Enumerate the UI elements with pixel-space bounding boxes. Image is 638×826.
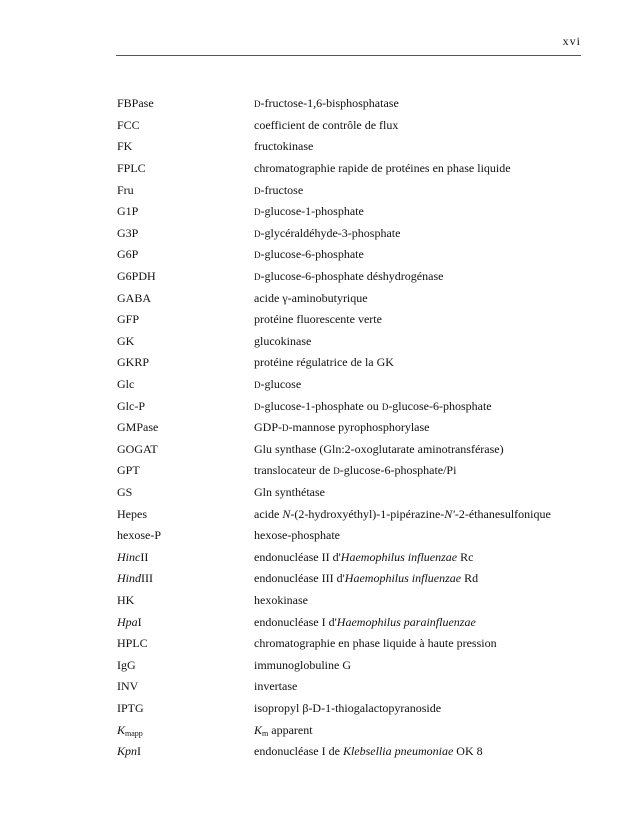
text-segment: Hinc xyxy=(117,549,141,564)
text-segment: -mannose pyrophosphorylase xyxy=(288,420,430,435)
text-segment: chromatographie en phase liquide à haute pression xyxy=(254,636,497,651)
text-segment: IPTG xyxy=(117,700,144,715)
abbreviation-row xyxy=(117,741,587,763)
text-segment: endonucléase III d' xyxy=(254,571,345,586)
text-segment: GFP xyxy=(117,312,140,327)
text-segment: GABA xyxy=(117,290,152,305)
text-segment: FK xyxy=(117,139,133,154)
text-segment: D xyxy=(254,185,261,196)
abbreviation-definition xyxy=(254,204,587,219)
abbreviation-row xyxy=(117,287,587,309)
text-segment: Hind xyxy=(117,571,141,586)
text-segment: -glucose xyxy=(260,377,302,392)
text-segment: glucokinase xyxy=(254,333,312,348)
text-segment: apparent xyxy=(268,722,313,737)
text-segment: invertase xyxy=(254,679,298,694)
abbreviation-term xyxy=(117,442,254,457)
abbreviation-term xyxy=(117,334,254,349)
abbreviation-definition xyxy=(254,593,587,608)
text-segment: OK 8 xyxy=(453,744,483,759)
page-number: xvi xyxy=(562,34,581,48)
text-segment: hexose-P xyxy=(117,528,161,543)
abbreviation-definition xyxy=(254,636,587,651)
abbreviation-definition xyxy=(254,118,587,133)
abbreviation-row xyxy=(117,115,587,137)
text-segment: protéine fluorescente verte xyxy=(254,312,382,327)
abbreviation-definition xyxy=(254,679,587,694)
text-segment: Hepes xyxy=(117,506,147,521)
text-segment: -(2-hydroxyéthyl)-1-pipérazine- xyxy=(290,506,445,521)
abbreviation-row xyxy=(117,352,587,374)
abbreviation-row xyxy=(117,525,587,547)
abbreviation-term xyxy=(117,204,254,219)
abbreviation-term xyxy=(117,399,254,414)
text-segment: HPLC xyxy=(117,636,148,651)
abbreviation-term xyxy=(117,485,254,500)
text-segment: translocateur de xyxy=(254,463,334,478)
abbreviation-definition xyxy=(254,723,587,738)
text-segment: Haemophilus influenzae xyxy=(340,549,458,564)
text-segment: D xyxy=(254,401,261,412)
abbreviation-row xyxy=(117,136,587,158)
text-segment: Haemophilus parainfluenzae xyxy=(336,614,476,629)
text-segment: Kpn xyxy=(117,744,138,759)
text-segment: GMPase xyxy=(117,420,159,435)
abbreviation-row xyxy=(117,244,587,266)
abbreviation-definition xyxy=(254,507,587,522)
abbreviation-definition xyxy=(254,485,587,500)
abbreviation-definition xyxy=(254,442,587,457)
text-segment: GKRP xyxy=(117,355,150,370)
abbreviation-term xyxy=(117,571,254,586)
text-segment: fructokinase xyxy=(254,139,314,154)
abbreviation-term xyxy=(117,507,254,522)
abbreviation-definition xyxy=(254,399,587,414)
text-segment: D xyxy=(254,380,261,391)
text-segment: I xyxy=(137,614,142,629)
text-segment: I xyxy=(137,744,142,759)
abbreviation-term xyxy=(117,291,254,306)
text-segment: G1P xyxy=(117,204,139,219)
abbreviation-list xyxy=(117,93,587,762)
text-segment: -glycéraldéhyde-3-phosphate xyxy=(260,225,401,240)
text-segment: D xyxy=(254,228,261,239)
abbreviation-term xyxy=(117,139,254,154)
abbreviation-row xyxy=(117,331,587,353)
abbreviation-row xyxy=(117,201,587,223)
abbreviation-row xyxy=(117,654,587,676)
text-segment: acide xyxy=(254,506,283,521)
abbreviation-definition xyxy=(254,615,587,630)
abbreviation-definition xyxy=(254,183,587,198)
abbreviation-row xyxy=(117,676,587,698)
text-segment: Rd xyxy=(461,571,479,586)
abbreviation-row xyxy=(117,590,587,612)
text-segment: endonucléase II d' xyxy=(254,549,341,564)
text-segment: FPLC xyxy=(117,161,146,176)
abbreviation-row xyxy=(117,266,587,288)
abbreviation-row xyxy=(117,698,587,720)
text-segment: acide γ-aminobutyrique xyxy=(254,290,368,305)
abbreviation-term xyxy=(117,377,254,392)
text-segment: protéine régulatrice de la GK xyxy=(254,355,394,370)
abbreviation-definition xyxy=(254,312,587,327)
text-segment: Haemophilus influenzae xyxy=(344,571,462,586)
abbreviation-definition xyxy=(254,528,587,543)
text-segment: GK xyxy=(117,333,135,348)
text-segment: III xyxy=(141,571,153,586)
text-segment: hexose-phosphate xyxy=(254,528,340,543)
abbreviation-term xyxy=(117,96,254,111)
abbreviation-row xyxy=(117,179,587,201)
abbreviation-term xyxy=(117,269,254,284)
abbreviation-definition xyxy=(254,247,587,262)
abbreviation-term xyxy=(117,312,254,327)
text-segment: mapp xyxy=(125,728,143,738)
text-segment: IgG xyxy=(117,657,136,672)
text-segment: immunoglobuline G xyxy=(254,657,351,672)
text-segment: -glucose-6-phosphate xyxy=(388,398,492,413)
abbreviation-term xyxy=(117,593,254,608)
text-segment: FBPase xyxy=(117,96,154,111)
abbreviation-definition xyxy=(254,571,587,586)
abbreviation-term xyxy=(117,183,254,198)
abbreviation-row xyxy=(117,546,587,568)
abbreviation-term xyxy=(117,355,254,370)
text-segment: Glc-P xyxy=(117,398,145,413)
text-segment: coefficient de contrôle de flux xyxy=(254,117,399,132)
abbreviation-definition xyxy=(254,744,587,759)
text-segment: chromatographie rapide de protéines en phase liquide xyxy=(254,161,511,176)
text-segment: D xyxy=(254,99,261,110)
header-rule xyxy=(116,55,581,56)
abbreviation-row xyxy=(117,417,587,439)
abbreviation-row xyxy=(117,633,587,655)
text-segment: Rc xyxy=(457,549,474,564)
abbreviation-term xyxy=(117,615,254,630)
text-segment: G6P xyxy=(117,247,139,262)
abbreviation-definition xyxy=(254,463,587,478)
text-segment: Fru xyxy=(117,182,134,197)
text-segment: Gln synthétase xyxy=(254,484,325,499)
abbreviation-definition xyxy=(254,377,587,392)
abbreviation-definition xyxy=(254,355,587,370)
abbreviation-row xyxy=(117,93,587,115)
text-segment: -glucose-6-phosphate/Pi xyxy=(339,463,457,478)
text-segment: GS xyxy=(117,484,133,499)
abbreviation-term xyxy=(117,247,254,262)
text-segment: GOGAT xyxy=(117,441,158,456)
text-segment: K xyxy=(254,722,263,737)
abbreviation-term xyxy=(117,723,254,738)
text-segment: G3P xyxy=(117,225,139,240)
abbreviation-definition xyxy=(254,269,587,284)
text-segment: hexokinase xyxy=(254,592,308,607)
text-segment: INV xyxy=(117,679,139,694)
abbreviation-row xyxy=(117,439,587,461)
text-segment: N' xyxy=(444,506,455,521)
abbreviation-definition xyxy=(254,550,587,565)
abbreviation-definition xyxy=(254,701,587,716)
abbreviation-definition xyxy=(254,96,587,111)
text-segment: Glc xyxy=(117,377,135,392)
text-segment: -fructose xyxy=(260,182,304,197)
text-segment: m xyxy=(262,728,269,738)
abbreviation-row xyxy=(117,719,587,741)
text-segment: -glucose-6-phosphate xyxy=(260,247,364,262)
abbreviation-row xyxy=(117,395,587,417)
abbreviation-definition xyxy=(254,161,587,176)
abbreviation-row xyxy=(117,374,587,396)
abbreviation-term xyxy=(117,420,254,435)
abbreviation-term xyxy=(117,679,254,694)
abbreviation-term xyxy=(117,161,254,176)
text-segment: K xyxy=(117,722,126,737)
abbreviation-row xyxy=(117,503,587,525)
text-segment: isopropyl β-D-1-thiogalactopyranoside xyxy=(254,700,442,715)
abbreviation-definition xyxy=(254,334,587,349)
abbreviation-term xyxy=(117,658,254,673)
text-segment: II xyxy=(140,549,149,564)
text-segment: endonucléase I de xyxy=(254,744,343,759)
abbreviation-row xyxy=(117,482,587,504)
text-segment: GPT xyxy=(117,463,140,478)
text-segment: Klebsellia pneumoniae xyxy=(342,744,454,759)
text-segment: Hpa xyxy=(117,614,138,629)
text-segment: -fructose-1,6-bisphosphatase xyxy=(260,96,399,111)
text-segment: D xyxy=(333,466,340,477)
abbreviation-row xyxy=(117,568,587,590)
text-segment: -glucose-1-phosphate ou xyxy=(260,398,382,413)
abbreviation-term xyxy=(117,636,254,651)
abbreviation-row xyxy=(117,460,587,482)
abbreviation-definition xyxy=(254,139,587,154)
text-segment: GDP- xyxy=(254,420,283,435)
text-segment: D xyxy=(254,250,261,261)
abbreviation-definition xyxy=(254,420,587,435)
abbreviation-term xyxy=(117,463,254,478)
abbreviation-definition xyxy=(254,291,587,306)
text-segment: FCC xyxy=(117,117,140,132)
abbreviation-term xyxy=(117,550,254,565)
abbreviation-row xyxy=(117,158,587,180)
text-segment: Glu synthase (Gln:2-oxoglutarate aminotransférase) xyxy=(254,441,504,456)
text-segment: -glucose-1-phosphate xyxy=(260,204,364,219)
abbreviation-row xyxy=(117,223,587,245)
text-segment: D xyxy=(282,423,289,434)
text-segment: G6PDH xyxy=(117,269,156,284)
text-segment: -2-éthanesulfonique xyxy=(454,506,551,521)
text-segment: HK xyxy=(117,592,135,607)
abbreviation-definition xyxy=(254,658,587,673)
text-segment: -glucose-6-phosphate déshydrogénase xyxy=(260,269,444,284)
text-segment: D xyxy=(381,401,389,412)
abbreviation-term xyxy=(117,226,254,241)
abbreviation-row xyxy=(117,309,587,331)
abbreviation-term xyxy=(117,528,254,543)
text-segment: D xyxy=(254,272,261,283)
abbreviation-term xyxy=(117,744,254,759)
abbreviation-term xyxy=(117,701,254,716)
text-segment: N xyxy=(282,506,291,521)
text-segment: D xyxy=(254,207,261,218)
abbreviation-definition xyxy=(254,226,587,241)
abbreviation-term xyxy=(117,118,254,133)
text-segment: endonucléase I d' xyxy=(254,614,337,629)
abbreviation-row xyxy=(117,611,587,633)
